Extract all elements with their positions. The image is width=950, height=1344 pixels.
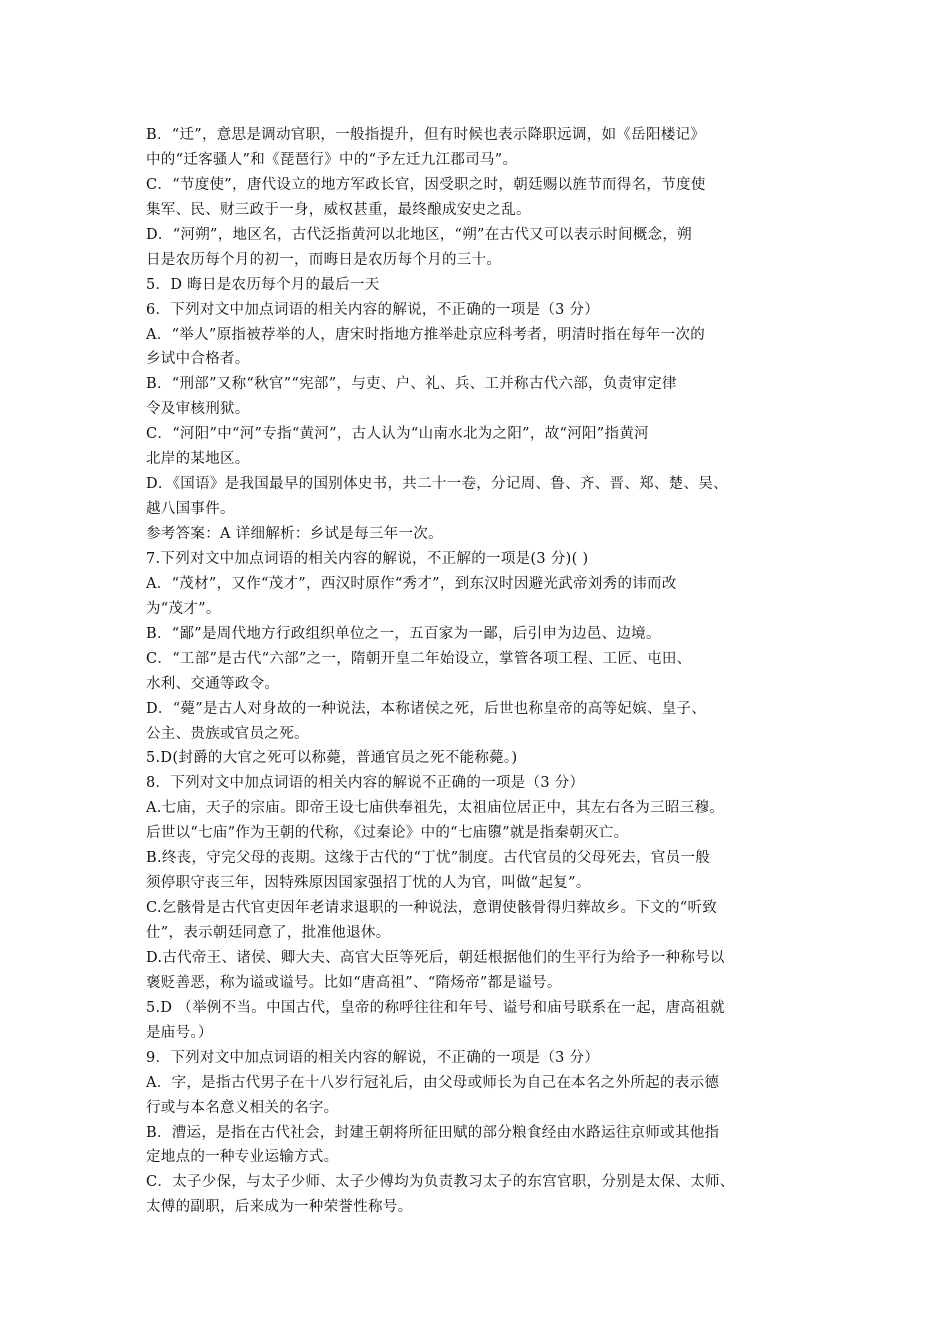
answer-line: 参考答案：A 详细解析：乡试是每三年一次。	[146, 526, 443, 542]
text-line: 仕”，表示朝廷同意了，批准他退休。	[146, 925, 391, 941]
text-line: A．“举人”原指被荐举的人，唐宋时指地方推举赴京应科考者，明清时指在每年一次的	[146, 326, 705, 343]
text-line: D．《国语》是我国最早的国别体史书，共二十一卷，分记周、鲁、齐、晋、郑、楚、吴、	[146, 476, 728, 493]
text-line: 越八国事件。	[146, 501, 235, 518]
answer-line: 5．D 晦日是农历每个月的最后一天	[146, 276, 380, 293]
text-line: 北岸的某地区。	[146, 451, 250, 468]
text-line: 日是农历每个月的初一，而晦日是农历每个月的三十。	[146, 251, 502, 268]
text-line: C．太子少保，与太子少师、太子少傅均为负责教习太子的东宫官职，分别是太保、太师、	[146, 1174, 735, 1191]
question-heading: 6．下列对文中加点词语的相关内容的解说，不正确的一项是（3 分）	[146, 301, 600, 318]
text-line: 集军、民、财三政于一身，威权甚重，最终酿成安史之乱。	[146, 201, 531, 218]
answer-line: 是庙号。）	[146, 1024, 213, 1041]
text-line: 后世以“七庙”作为王朝的代称，《过秦论》中的“七庙隳”就是指秦朝灭亡。	[146, 825, 629, 842]
text-line: A．字，是指古代男子在十八岁行冠礼后，由父母或师长为自己在本名之外所起的表示德	[146, 1074, 720, 1091]
answer-line: 5.D(封爵的大官之死可以称薨，普通官员之死不能称薨。)	[146, 750, 518, 767]
document-body	[146, 123, 826, 1220]
text-line: A．“茂材”，又作“茂才”，西汉时原作“秀才”，到东汉时因避光武帝刘秀的讳而改	[146, 575, 677, 592]
text-line: B．“刑部”又称“秋官”“宪部”，与吏、户、礼、兵、工并称古代六部，负责审定律	[146, 376, 677, 393]
answer-line: 5.D （举例不当。中国古代，皇帝的称呼往往和年号、谥号和庙号联系在一起，唐高祖就	[146, 999, 725, 1016]
text-line: 令及审核刑狱。	[146, 401, 250, 418]
text-line: 公主、贵族或官员之死。	[146, 725, 309, 742]
text-line: D．“薨”是古人对身故的一种说法，本称诸侯之死，后世也称皇帝的高等妃嫔、皇子、	[146, 700, 707, 717]
text-line: 中的“迁客骚人”和《琵琶行》中的“予左迁九江郡司马”。	[146, 151, 518, 168]
text-line: 乡试中合格者。	[146, 351, 250, 368]
text-line: C．“工部”是古代“六部”之一，隋朝开皇二年始设立，掌管各项工程、工匠、屯田、	[146, 650, 692, 667]
text-line: A.七庙，天子的宗庙。即帝王设七庙供奉祖先，太祖庙位居正中，其左右各为三昭三穆。	[146, 800, 725, 817]
text-line: D.古代帝王、诸侯、卿大夫、高官大臣等死后，朝廷根据他们的生平行为给予一种称号以	[146, 949, 725, 966]
text-line: B．“迁”，意思是调动官职，一般指提升，但有时候也表示降职远调，如《岳阳楼记》	[146, 127, 706, 143]
question-heading: 8．下列对文中加点词语的相关内容的解说不正确的一项是（3 分）	[146, 775, 585, 792]
text-line: B．“鄙”是周代地方行政组织单位之一，五百家为一鄙，后引申为边邑、边境。	[146, 625, 661, 642]
text-line: 水利、交通等政令。	[146, 675, 280, 692]
text-line: C．“节度使”，唐代设立的地方军政长官，因受职之时，朝廷赐以旌节而得名，节度使	[146, 176, 706, 193]
text-line: B．漕运，是指在古代社会，封建王朝将所征田赋的部分粮食经由水路运往京师或其他指	[146, 1124, 720, 1141]
text-line: 须停职守丧三年，因特殊原因国家强招丁忧的人为官，叫做“起复”。	[146, 875, 591, 892]
text-line: D．“河朔”，地区名，古代泛指黄河以北地区，“朔”在古代又可以表示时间概念，朔	[146, 226, 692, 243]
text-line: 褒贬善恶，称为谥或谥号。比如“唐高祖”、“隋炀帝”都是谥号。	[146, 974, 562, 991]
text-line: 定地点的一种专业运输方式。	[146, 1149, 339, 1166]
text-line: B.终丧，守完父母的丧期。这缘于古代的“丁忧”制度。古代官员的父母死去，官员一般	[146, 850, 711, 867]
question-heading: 7.下列对文中加点词语的相关内容的解说，不正解的一项是(3 分)( )	[146, 550, 589, 567]
text-line: 太傅的副职，后来成为一种荣誉性称号。	[146, 1199, 413, 1216]
text-line: C．“河阳”中“河”专指“黄河”，古人认为“山南水北为之阳”，故“河阳”指黄河	[146, 426, 649, 443]
text-line: 行或与本名意义相关的名字。	[146, 1099, 339, 1116]
question-heading: 9．下列对文中加点词语的相关内容的解说，不正确的一项是（3 分）	[146, 1049, 600, 1066]
text-line: C.乞骸骨是古代官吏因年老请求退职的一种说法，意谓使骸骨得归葬故乡。下文的“听致	[146, 900, 718, 917]
text-line: 为“茂才”。	[146, 600, 221, 617]
